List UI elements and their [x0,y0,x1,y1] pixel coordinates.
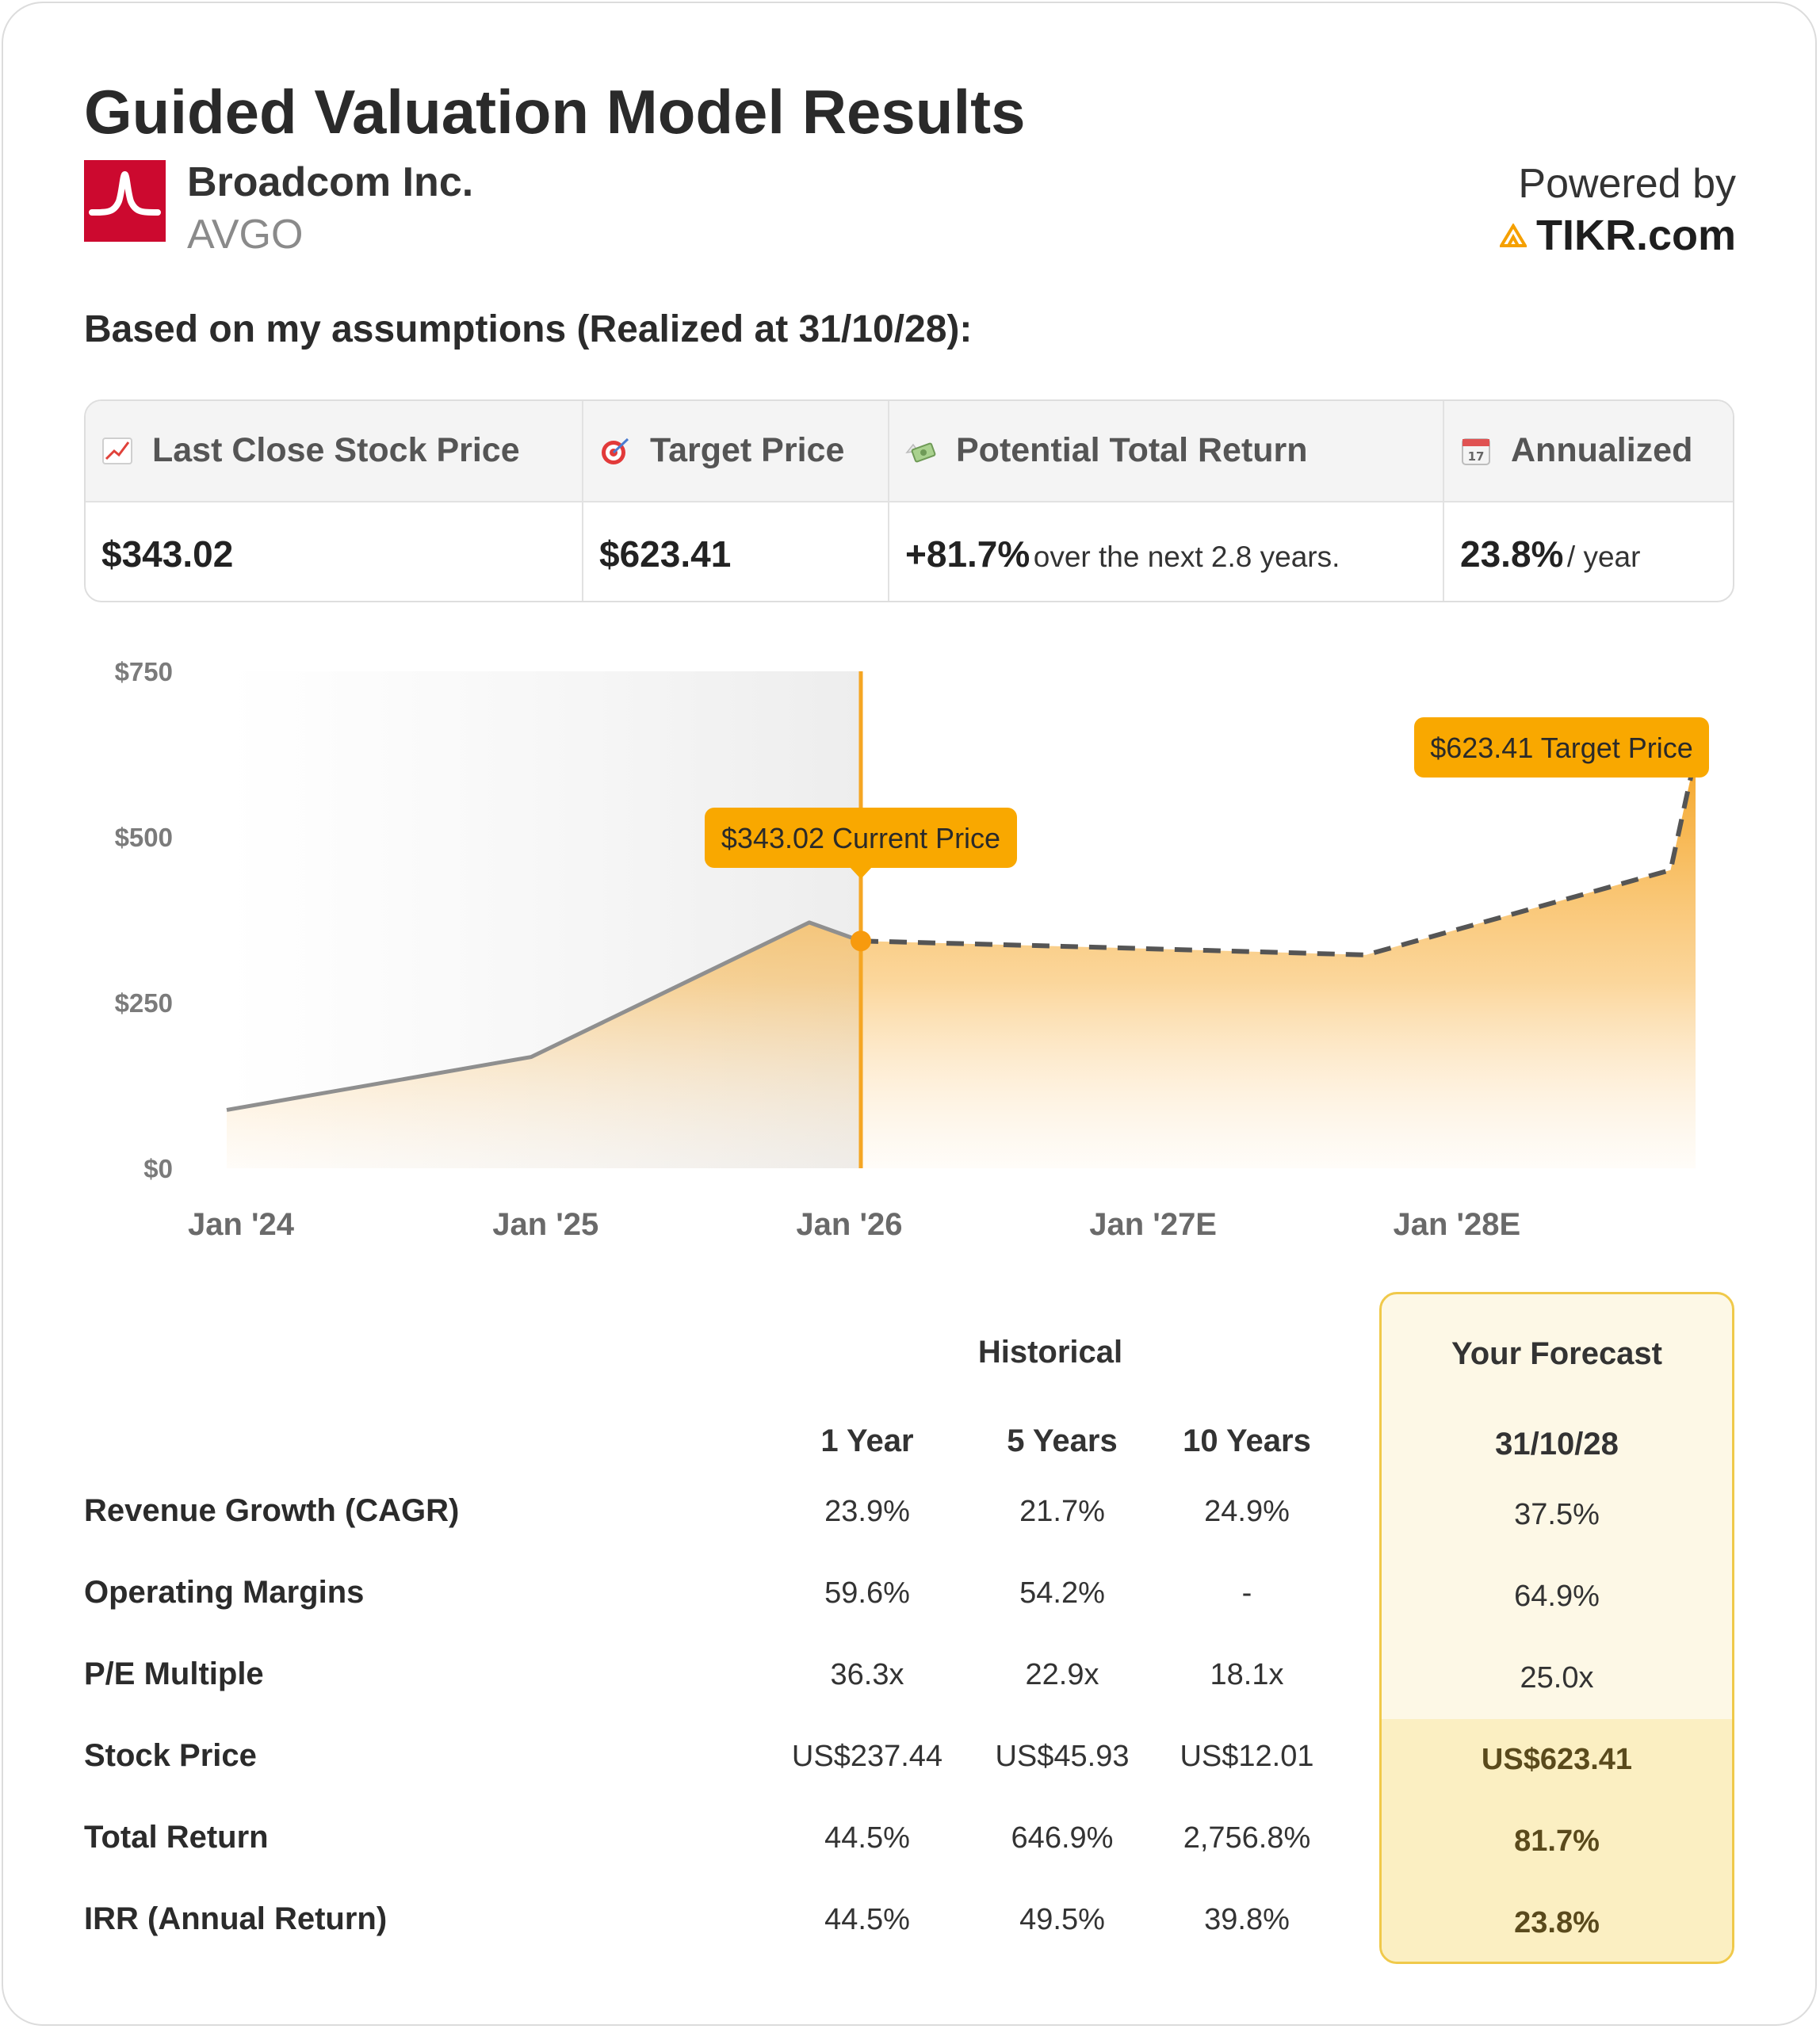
company-name: Broadcom Inc. [187,159,474,205]
current-price-label: $343.02 Current Price [721,822,1001,854]
row-label: Revenue Growth (CAGR) [84,1493,460,1528]
column-header-10-years: 10 Years [1183,1423,1311,1458]
x-tick-label: Jan '26 [796,1207,903,1242]
kpi-value: $623.41 [599,533,732,575]
kpi-label: Last Close Stock Price [152,431,520,469]
forecast-cell: US$623.41 [1481,1743,1633,1776]
page-title: Guided Valuation Model Results [84,77,1026,147]
row-label: P/E Multiple [84,1656,264,1691]
svg-text:17: 17 [1467,449,1485,464]
table-cell: 36.3x [830,1658,904,1691]
forecast-header: Your Forecast [1451,1336,1662,1371]
table-cell: 24.9% [1204,1495,1290,1528]
table-cell: 59.6% [824,1576,910,1610]
table-cell: 22.9x [1025,1658,1099,1691]
forecast-date-header: 31/10/28 [1495,1427,1619,1462]
kpi-suffix: over the next 2.8 years. [1033,541,1340,573]
x-tick-label: Jan '25 [492,1207,599,1242]
row-label: Total Return [84,1820,269,1855]
kpi-value: 23.8% [1460,533,1564,575]
table-cell: 18.1x [1210,1658,1284,1691]
table-cell: US$45.93 [995,1740,1130,1773]
kpi-suffix: / year [1566,541,1641,573]
current-price-point [851,930,871,951]
table-cell: 39.8% [1204,1903,1290,1936]
kpi-label: Potential Total Return [956,431,1308,469]
y-tick-label: $750 [114,657,173,686]
assumptions-heading: Based on my assumptions (Realized at 31/10/28): [84,308,973,350]
row-label: Operating Margins [84,1575,365,1610]
y-tick-label: $500 [114,823,173,852]
table-cell: 49.5% [1019,1903,1105,1936]
row-label: IRR (Annual Return) [84,1901,388,1936]
forecast-cell: 81.7% [1514,1825,1600,1858]
table-cell: - [1241,1576,1252,1610]
table-cell: 23.9% [824,1495,910,1528]
tikr-brand-text: TIKR.com [1535,212,1736,259]
table-cell: 2,756.8% [1183,1821,1311,1855]
target-price-label: $623.41 Target Price [1430,732,1693,764]
forecast-cell: 64.9% [1514,1580,1600,1613]
table-cell: 44.5% [824,1903,910,1936]
x-tick-label: Jan '24 [187,1207,295,1242]
y-tick-label: $250 [114,988,173,1018]
x-tick-label: Jan '27E [1089,1207,1218,1242]
historical-header: Historical [977,1335,1123,1370]
kpi-value: $343.02 [101,533,234,575]
table-cell: 646.9% [1011,1821,1114,1855]
column-header-1-year: 1 Year [820,1423,914,1458]
table-cell: 44.5% [824,1821,910,1855]
forecast-cell: 25.0x [1520,1661,1594,1695]
y-tick-label: $0 [143,1154,173,1183]
powered-by-label: Powered by [1518,161,1736,207]
table-cell: 21.7% [1019,1495,1105,1528]
table-cell: 54.2% [1019,1576,1105,1610]
forecast-cell: 37.5% [1514,1498,1600,1531]
x-tick-label: Jan '28E [1393,1207,1521,1242]
table-cell: US$12.01 [1180,1740,1314,1773]
forecast-column-box [1379,1292,1734,1964]
table-cell: US$237.44 [791,1740,943,1773]
kpi-label: Annualized [1511,431,1693,469]
kpi-label: Target Price [650,431,845,469]
ticker-symbol: AVGO [187,212,304,258]
column-header-5-years: 5 Years [1007,1423,1118,1458]
row-label: Stock Price [84,1738,257,1773]
kpi-value: +81.7% [905,533,1030,575]
forecast-cell: 23.8% [1514,1906,1600,1939]
